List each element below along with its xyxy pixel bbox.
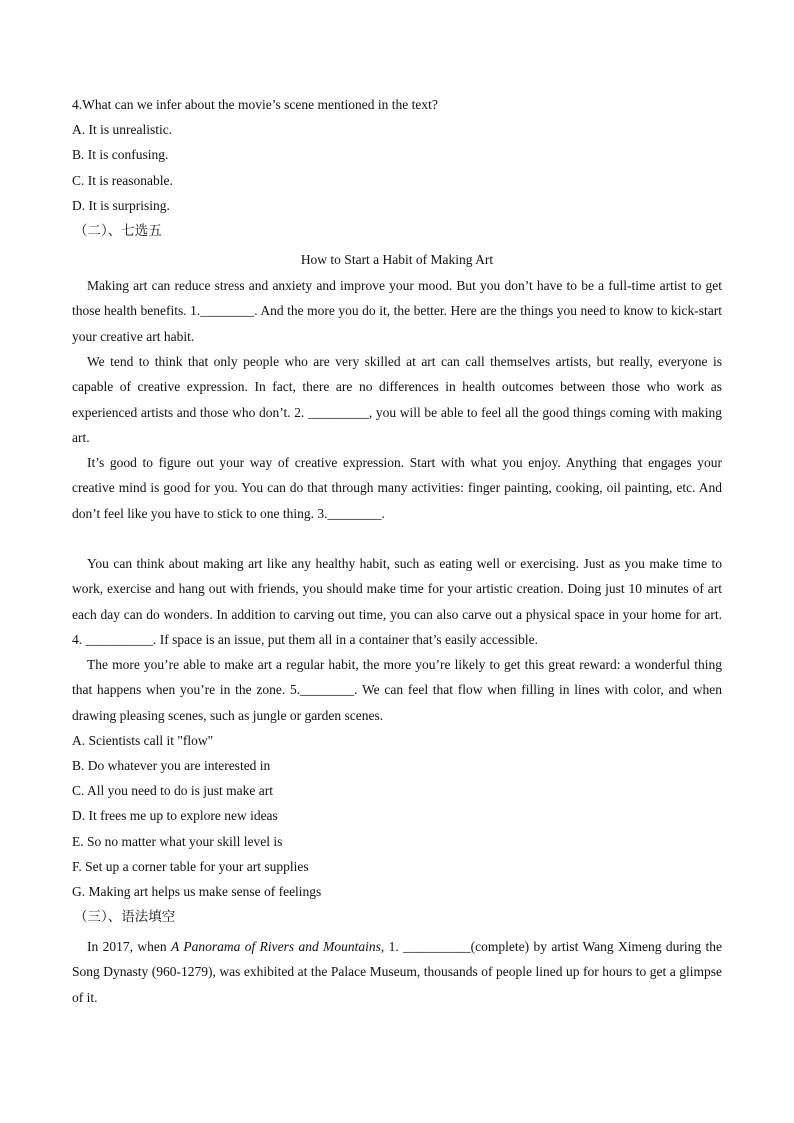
option-a: A. Scientists call it "flow" — [72, 733, 214, 748]
passage-paragraph-5: The more you’re able to make art a regular habit, the more you’re likely to get this great reward: a wonderful thing that happens when you’re in the zone. 5.________. We can feel that flow when filling in lines with color, and when drawing pleasing scenes, such as jungle or garden scenes. — [72, 657, 722, 723]
grammar-paragraph-start: In 2017, when — [87, 939, 171, 954]
question-4-option-b: B. It is confusing. — [72, 147, 169, 162]
question-4-stem: 4.What can we infer about the movie’s scene mentioned in the text? — [72, 97, 438, 112]
section-2-heading: （二）、七选五 — [74, 223, 162, 239]
question-4-option-a: A. It is unrealistic. — [72, 122, 173, 137]
option-e: E. So no matter what your skill level is — [72, 834, 283, 849]
question-4-option-d: D. It is surprising. — [72, 198, 170, 213]
painting-title: A Panorama of Rivers and Mountains — [171, 939, 381, 954]
option-d: D. It frees me up to explore new ideas — [72, 808, 278, 823]
grammar-paragraph — [72, 934, 722, 1010]
question-4-option-c: C. It is reasonable. — [72, 173, 173, 188]
passage-paragraph-1: Making art can reduce stress and anxiety and improve your mood. But you don’t have to be a full-time artist to get those health benefits. 1.________. And the more you do it, the better. Here are the things you need to know to kick-start your creative art habit. — [72, 278, 722, 344]
option-c: C. All you need to do is just make art — [72, 783, 273, 798]
passage-paragraph-3: It’s good to figure out your way of creative expression. Start with what you enjoy. Anything that engages your creative mind is good for you. You can do that through many activities: finger painting, cooking, oil painting, etc. And don’t feel like you have to stick to one thing. 3.________. — [72, 455, 722, 521]
option-b: B. Do whatever you are interested in — [72, 758, 271, 773]
grammar-paragraph-rest: , 1. __________(complete) by artist Wang Ximeng during the Song Dynasty (960-1279), was exhibited at the Palace Museum, thousands of people lined up for hours to get a glimpse of it. — [72, 939, 722, 1005]
passage-paragraph-2: We tend to think that only people who are very skilled at art can call themselves artists, but really, everyone is capable of creative expression. In fact, there are no differences in health outcomes between those who work as experienced artists and those who don’t. 2. _________, you will be able to feel all the good things coming with making art. — [72, 354, 722, 445]
passage-title: How to Start a Habit of Making Art — [300, 252, 494, 267]
section-3-heading: （三）、语法填空 — [74, 909, 176, 925]
option-g: G. Making art helps us make sense of feelings — [72, 884, 322, 899]
option-f: F. Set up a corner table for your art supplies — [72, 859, 309, 874]
passage-paragraph-4: You can think about making art like any healthy habit, such as eating well or exercising. Just as you make time to work, exercise and hang out with friends, you should make time for your artistic creation. Doing just 10 minutes of art each day can do wonders. In addition to carving out time, you can also carve out a physical space in your home for art. 4. __________. If space is an issue, put them all in a container that’s easily accessible. — [72, 556, 722, 647]
